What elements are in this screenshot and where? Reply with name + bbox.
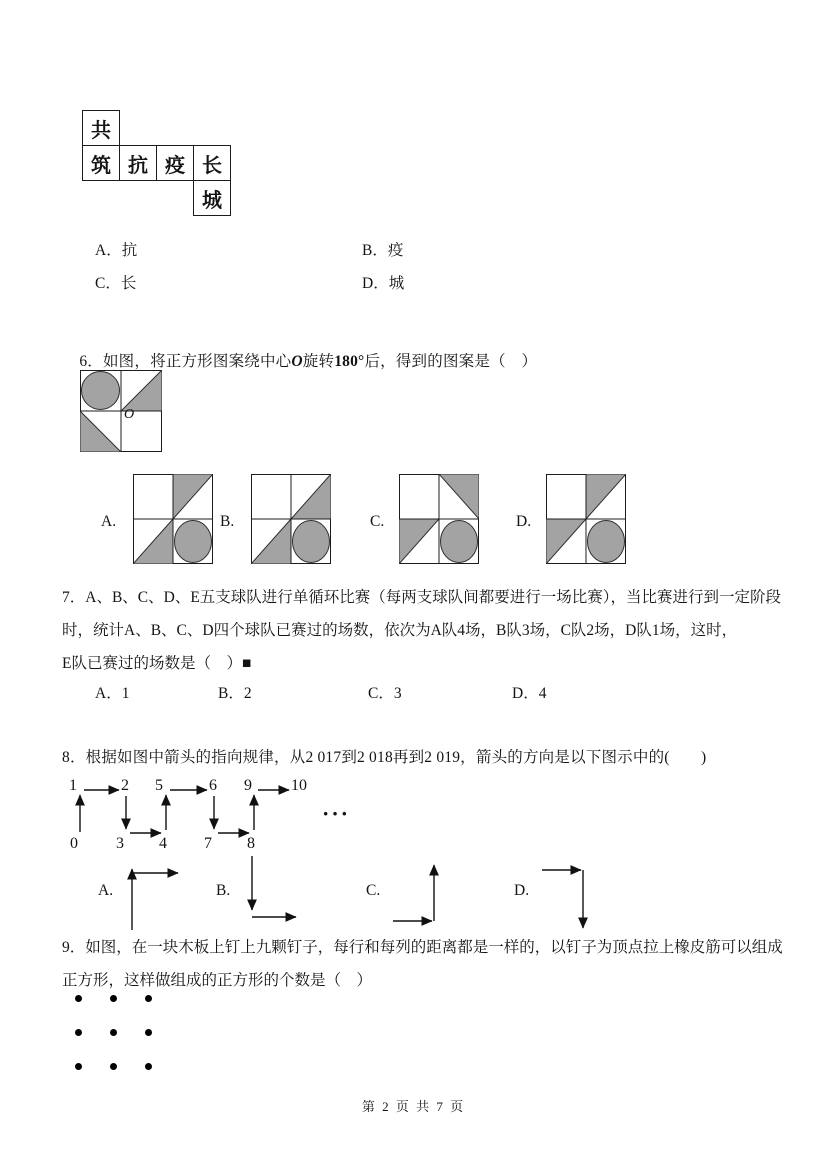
net-cell-row-3: 长 [193, 145, 231, 181]
q6-option-square [399, 474, 479, 564]
q8-number-10: 10 [291, 777, 307, 794]
q5-option-d: D．城 [362, 275, 405, 292]
q8-number-5: 5 [155, 777, 163, 794]
q6-option-figure [399, 474, 479, 564]
q6-option-figure [133, 474, 213, 564]
q8-option-c-label: C. [366, 882, 381, 899]
q7-text-line-2: 时，统计A、B、C、D四个球队已赛过的场数，依次为A队4场，B队3场，C队2场，D队1场，这时， [62, 622, 738, 639]
q8-number-8: 8 [247, 835, 255, 852]
q6-stem-post: 后，得到的图案是（ ） [364, 353, 538, 370]
q6-option-figure [546, 474, 626, 564]
q8-option-b-label: B. [216, 882, 231, 899]
net-cell-bottom: 城 [193, 180, 231, 216]
q8-number-3: 3 [116, 835, 124, 852]
q8-number-7: 7 [204, 835, 212, 852]
q6-option-label: B. [220, 513, 235, 530]
q6-option-square [546, 474, 626, 564]
nail-dot [110, 995, 117, 1002]
q6-main-square [80, 370, 162, 452]
q8-number-0: 0 [70, 835, 78, 852]
q7-text [62, 581, 782, 680]
q9-text-line-1: 9．如图，在一块木板上钉上九颗钉子，每行和每列的距离都是一样的，以钉子为顶点拉上橡皮筋可以组成 [62, 939, 783, 956]
q7-text-line-3: E队已赛过的场数是（ ）■ [62, 655, 252, 672]
q7-option-c: C．3 [368, 685, 402, 702]
q5-option-a: A．抗 [95, 242, 138, 259]
q5-option-c: C．长 [95, 275, 137, 292]
nail-dot [75, 995, 82, 1002]
nail-dot [110, 1029, 117, 1036]
q8-arrow-diagram [60, 777, 380, 861]
q6-option-square [133, 474, 213, 564]
q6-option-label: A. [101, 513, 117, 530]
q9-text [62, 931, 783, 997]
q6-option-figure [251, 474, 331, 564]
q8-number-4: 4 [159, 835, 167, 852]
q6-stem-var-o: O [291, 353, 303, 370]
net-cell-row-1: 抗 [119, 145, 157, 181]
q8-number-2: 2 [121, 777, 129, 794]
q7-option-a: A．1 [95, 685, 130, 702]
nail-dot [110, 1063, 117, 1070]
q8-option-a-label: A. [98, 882, 114, 899]
q5-option-b: B．疫 [362, 242, 404, 259]
q8-ellipsis: ··· [322, 801, 351, 826]
q8-option-c-arrows-right-up [391, 858, 451, 928]
q6-stem-mid: 旋转 [302, 353, 335, 370]
net-cell-row-2: 疫 [156, 145, 194, 181]
net-cell-top: 共 [82, 110, 120, 146]
nail-dot [145, 1063, 152, 1070]
q7-option-b: B．2 [218, 685, 252, 702]
q9-text-line-2: 正方形，这样做组成的正方形的个数是（ ） [62, 972, 373, 989]
q8-option-b-arrows-down-right [246, 854, 306, 928]
q6-stem-pre: 6．如图，将正方形图案绕中心 [79, 353, 292, 370]
q7-text-line-1: 7．A、B、C、D、E五支球队进行单循环比赛（每两支球队间都要进行一场比赛），当比赛进行到一定阶段 [62, 589, 782, 606]
q8-number-1: 1 [69, 777, 77, 794]
q8-option-d-arrows-right-down [540, 862, 600, 934]
net-cell-row-0: 筑 [82, 145, 120, 181]
q8-option-d-label: D. [514, 882, 530, 899]
q7-option-d: D．4 [512, 685, 547, 702]
q6-stem-degrees: 180° [334, 353, 365, 370]
q8-stem: 8．根据如图中箭头的指向规律，从2 017到2 018再到2 019，箭头的方向是以下图示中的( ) [62, 749, 707, 766]
q6-center-o-label: O [124, 407, 135, 422]
nail-dot [145, 995, 152, 1002]
q6-main-figure [80, 370, 162, 452]
nail-dot [75, 1063, 82, 1070]
nail-dot [75, 1029, 82, 1036]
nail-dot [145, 1029, 152, 1036]
q8-number-9: 9 [244, 777, 252, 794]
q6-option-label: C. [370, 513, 385, 530]
q8-number-6: 6 [209, 777, 217, 794]
q8-option-a-arrows-up-right [126, 860, 186, 932]
q6-option-square [251, 474, 331, 564]
q6-option-label: D. [516, 513, 532, 530]
page-footer: 第 2 页 共 7 页 [361, 1099, 466, 1114]
